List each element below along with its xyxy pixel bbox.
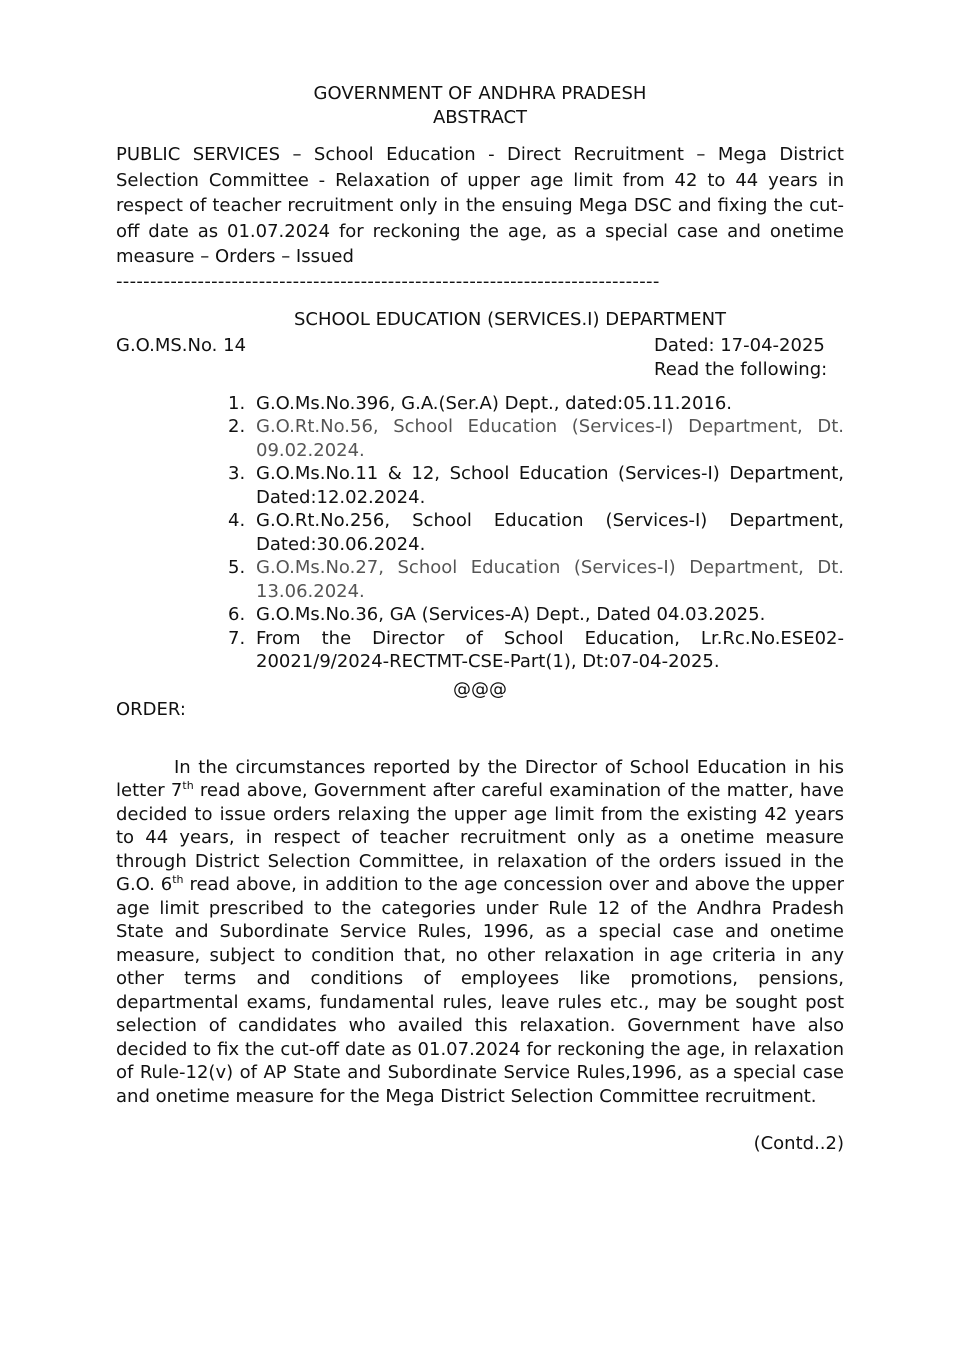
list-item: 1. G.O.Ms.No.396, G.A.(Ser.A) Dept., dated:05.11.2016.	[228, 392, 733, 414]
order-heading: ORDER:	[116, 698, 186, 720]
department-heading: SCHOOL EDUCATION (SERVICES.I) DEPARTMENT	[293, 308, 727, 330]
dated: Dated: 17-04-2025	[654, 334, 825, 356]
continued-marker: (Contd..2)	[753, 1133, 844, 1154]
list-item: 2. G.O.Rt.No.56, School Education (Services-I) Department, Dt. 09.02.2024.	[228, 416, 844, 461]
references-list	[116, 392, 844, 674]
document-page	[116, 82, 844, 1156]
dated-block	[654, 334, 844, 382]
go-number: G.O.MS.No. 14	[116, 334, 247, 356]
list-item: 7. From the Director of School Education, Lr.Rc.No.ESE02-20021/9/2024-RECTMT-CSE-Part(1), Dt:07-04-2025.	[228, 627, 844, 672]
abstract-heading: ABSTRACT	[432, 107, 528, 128]
ornament-separator: @@@	[453, 678, 507, 700]
read-following: Read the following:	[654, 358, 828, 380]
order-paragraph: In the circumstances reported by the Director of School Education in his letter 7th read above, Government after careful examination of the matter, have decided to issue orders relaxing the upper age limit from the existing 42 years to 44 years, in respect of teacher recruitment only as a onetime measure through District Selection Committee, in relaxation of the orders issued in the G.O. 6th read above, in addition to the age concession over and above the upper age limit prescribed to the categories under Rule 12 of the Andhra Pradesh State and Subordinate Service Rules, 1996, as a special case and onetime measure, subject to condition that, no other relaxation in age criteria in any other terms and conditions of employees like promotions, pensions, departmental exams, fundamental rules, leave rules etc., may be sought post selection of candidates who availed this relaxation. Government have also decided to fix the cut-off date as 01.07.2024 for reckoning the age, in relaxation of Rule-12(v) of AP State and Subordinate Service Rules,1996, as a special case and onetime measure for the Mega District Selection Committee recruitment.	[116, 756, 844, 1107]
subject-text: PUBLIC SERVICES – School Education - Direct Recruitment – Mega District Selection Committee - Relaxation of upper age limit from 42 to 44 years in respect of teacher recruitment only in the ensuing Mega DSC and fixing the cut-off date as 01.07.2024 for reckoning the age, as a special case and onetime measure – Orders – Issued	[116, 144, 844, 267]
list-item: 4. G.O.Rt.No.256, School Education (Services-I) Department, Dated:30.06.2024.	[228, 510, 844, 555]
list-item: 5. G.O.Ms.No.27, School Education (Services-I) Department, Dt. 13.06.2024.	[228, 557, 844, 602]
government-heading: GOVERNMENT OF ANDHRA PRADESH	[313, 83, 647, 104]
list-item: 3. G.O.Ms.No.11 & 12, School Education (Services-I) Department, Dated:12.02.2024.	[228, 463, 844, 508]
go-number-row	[116, 334, 844, 382]
list-item: 6. G.O.Ms.No.36, GA (Services-A) Dept., Dated 04.03.2025.	[228, 604, 766, 625]
separator-line: --------------------------------------------------------------------------------	[116, 270, 660, 292]
